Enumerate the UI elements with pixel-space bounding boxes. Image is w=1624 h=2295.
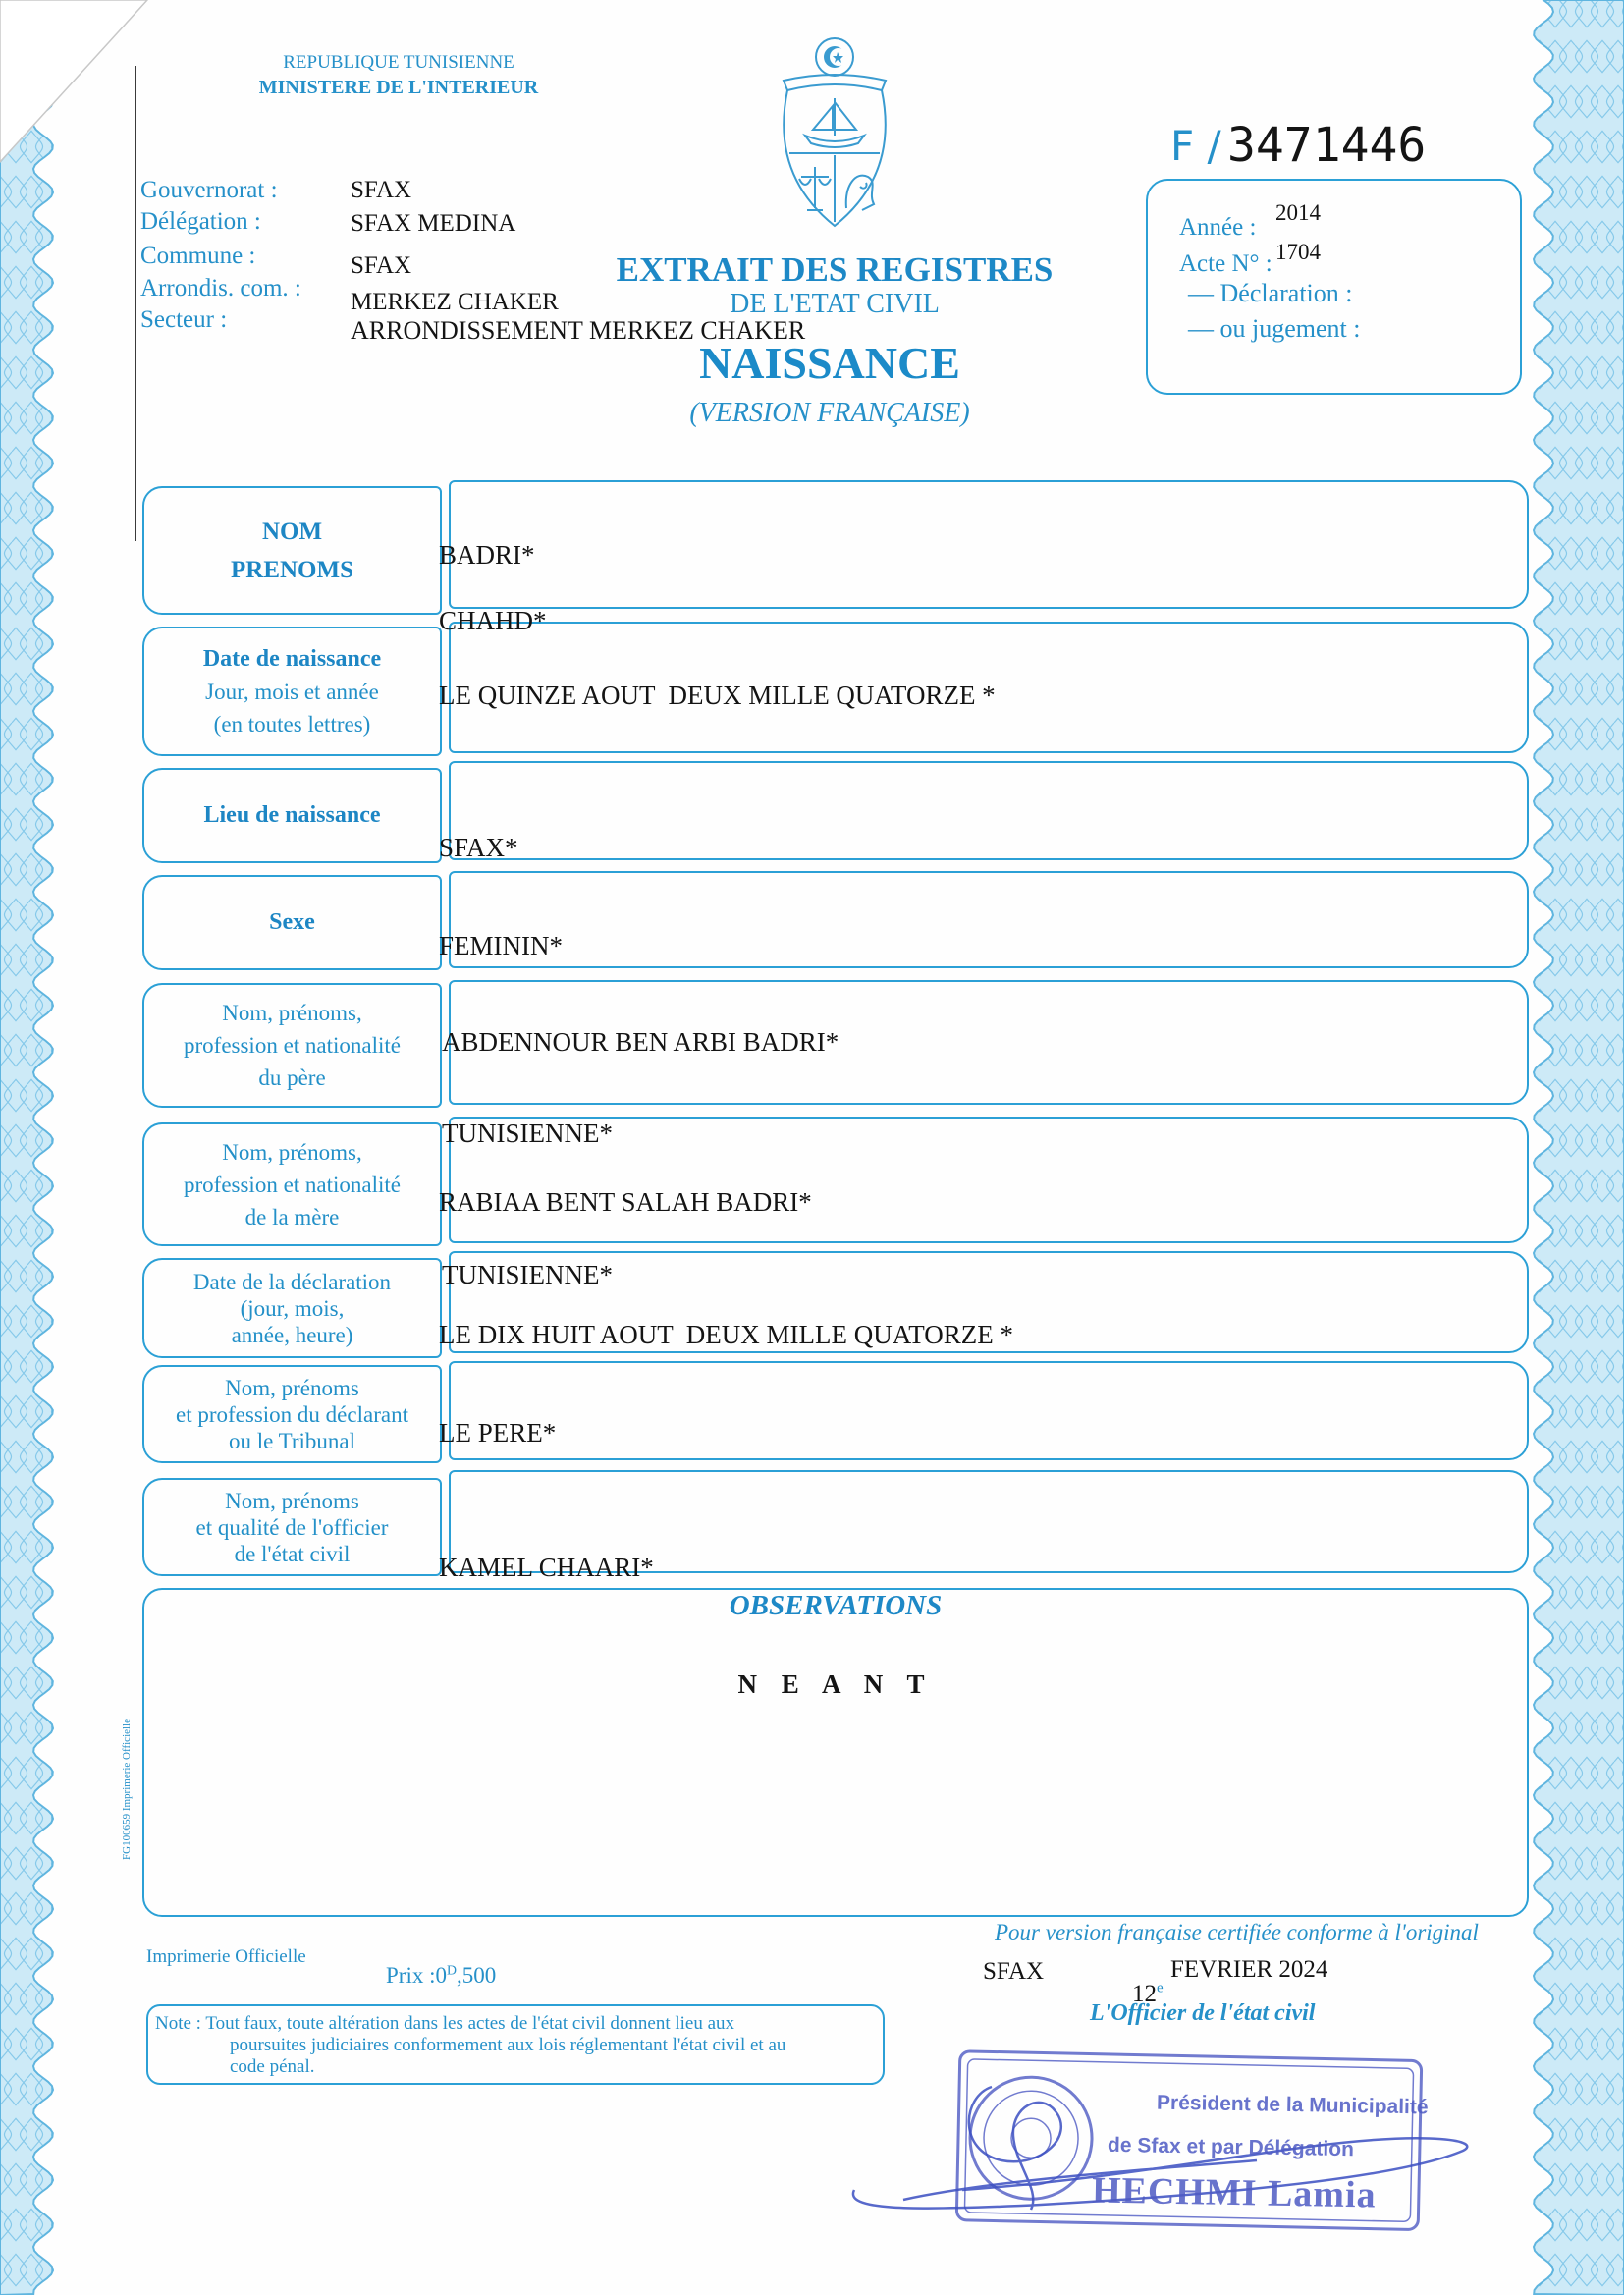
label-date-declaration	[142, 1258, 442, 1358]
label-line: Nom, prénoms	[225, 1488, 359, 1513]
label-date-naissance	[142, 627, 442, 756]
issue-month-year: FEVRIER 2024	[1170, 1956, 1328, 1983]
label-mere	[142, 1122, 442, 1246]
officer-title: L'Officier de l'état civil	[1090, 2000, 1316, 2026]
stamp-line-1: Président de la Municipalité	[1156, 2091, 1429, 2119]
value-box-declarant	[449, 1361, 1529, 1460]
gouvernorat-value: SFAX	[351, 177, 412, 203]
version-label: (VERSION FRANÇAISE)	[689, 398, 970, 428]
label-line: Date de la déclaration	[192, 1269, 392, 1294]
label-sexe	[142, 875, 442, 970]
stamp-officer-name: HECHMI Lamia	[1091, 2169, 1377, 2216]
value-date-declaration: LE DIX HUIT AOUT DEUX MILLE QUATORZE *	[439, 1320, 1013, 1349]
issue-place: SFAX	[983, 1958, 1045, 1985]
act-type: NAISSANCE	[699, 338, 960, 388]
issue-day-suffix: e	[1157, 1980, 1164, 1996]
label-line: Lieu de naissance	[203, 802, 381, 828]
label-line: et qualité de l'officier	[195, 1514, 389, 1540]
year-value: 2014	[1275, 200, 1321, 225]
year-label: Année :	[1179, 214, 1257, 241]
printer-name: Imprimerie Officielle	[146, 1946, 306, 1967]
ministry-heading: MINISTERE DE L'INTERIEUR	[258, 77, 539, 98]
price	[363, 1941, 496, 2009]
note-line-3: code pénal.	[230, 2056, 315, 2077]
value-box-nom-prenoms	[449, 480, 1529, 609]
commune-label: Commune :	[140, 243, 256, 269]
left-border-pattern	[0, 0, 53, 2295]
observations-title: OBSERVATIONS	[729, 1590, 943, 1621]
value-pere-nationalite: TUNISIENNE*	[442, 1119, 613, 1148]
label-line: profession et nationalité	[184, 1033, 401, 1058]
value-mere-nom: RABIAA BENT SALAH BADRI*	[439, 1187, 812, 1217]
delegation-label: Délégation :	[140, 208, 261, 235]
stamp-line-2: de Sfax et par Délégation	[1107, 2133, 1355, 2161]
observations-box	[142, 1588, 1529, 1917]
label-officier	[142, 1478, 442, 1576]
delegation-value: SFAX MEDINA	[351, 210, 516, 237]
document-subtitle: DE L'ETAT CIVIL	[730, 289, 940, 319]
label-line: ou le Tribunal	[228, 1428, 356, 1453]
label-lieu-naissance	[142, 768, 442, 863]
label-line: Nom, prénoms	[225, 1375, 359, 1400]
observations-text: N E A N T	[737, 1669, 934, 1699]
note-line-1: Note : Tout faux, toute altération dans les actes de l'état civil donnent lieu aux	[155, 2013, 735, 2034]
right-border-pattern	[1534, 0, 1624, 2295]
value-sexe: FEMININ*	[439, 931, 563, 960]
folded-corner	[0, 0, 147, 162]
label-line: Date de naissance	[202, 645, 382, 672]
judgement-label: — ou jugement :	[1188, 314, 1361, 343]
value-officier: KAMEL CHAARI*	[439, 1553, 654, 1582]
document-title: EXTRAIT DES REGISTRES	[616, 250, 1054, 289]
secteur-label: Secteur :	[140, 306, 228, 333]
label-line: profession et nationalité	[184, 1172, 401, 1197]
commune-value: SFAX	[351, 252, 412, 279]
label-pere	[142, 983, 442, 1108]
label-line: de l'état civil	[234, 1541, 351, 1566]
gouvernorat-label: Gouvernorat :	[140, 177, 278, 203]
value-nom: BADRI*	[439, 540, 535, 570]
serial-prefix: F /	[1170, 122, 1221, 170]
label-line: du père	[258, 1066, 326, 1090]
issue-day-number: 12	[1132, 1981, 1157, 2007]
label-line: Nom, prénoms,	[222, 1139, 362, 1165]
side-printer-code: FG100659 Imprimerie Officielle	[121, 1719, 133, 1860]
value-box-lieu-naissance	[449, 761, 1529, 860]
price-currency: D	[446, 1962, 457, 1978]
label-line: PRENOMS	[231, 556, 353, 583]
coat-of-arms-icon	[766, 29, 903, 236]
price-suffix: ,500	[456, 1963, 497, 1988]
margin-line	[135, 66, 136, 541]
secteur-value: ARRONDISSEMENT MERKEZ CHAKER	[351, 316, 806, 345]
label-nom-prenoms	[142, 486, 442, 615]
label-line: Nom, prénoms,	[222, 1001, 362, 1025]
value-prenoms: CHAHD*	[439, 606, 547, 635]
note-line-2: poursuites judiciaires conformement aux lois réglementant l'état civil et au	[230, 2035, 786, 2055]
act-label: Acte N° :	[1179, 250, 1272, 277]
label-line: Jour, mois et année	[205, 679, 379, 704]
label-line: (jour, mois,	[240, 1295, 345, 1321]
certification-text: Pour version française certifiée conforme à l'original	[995, 1920, 1479, 1944]
declaration-label: — Déclaration :	[1188, 279, 1353, 307]
arrondissement-label: Arrondis. com. :	[140, 275, 301, 301]
label-line: et profession du déclarant	[176, 1401, 408, 1427]
republic-heading: REPUBLIQUE TUNISIENNE	[283, 52, 514, 73]
label-line: (en toutes lettres)	[213, 711, 371, 737]
value-pere-nom: ABDENNOUR BEN ARBI BADRI*	[442, 1027, 839, 1057]
act-value: 1704	[1275, 240, 1321, 264]
value-mere-nationalite: TUNISIENNE*	[442, 1260, 613, 1289]
label-line: année, heure)	[231, 1322, 353, 1347]
label-line: Sexe	[269, 909, 315, 935]
price-prefix: Prix :0	[386, 1963, 447, 1988]
label-line: NOM	[261, 518, 323, 545]
round-seal-icon	[969, 2076, 1094, 2201]
arrondissement-value: MERKEZ CHAKER	[351, 289, 559, 315]
value-lieu-naissance: SFAX*	[439, 833, 518, 862]
value-date-naissance: LE QUINZE AOUT DEUX MILLE QUATORZE *	[439, 681, 996, 710]
value-declarant: LE PERE*	[439, 1418, 557, 1448]
label-declarant	[142, 1365, 442, 1463]
value-box-sexe	[449, 871, 1529, 968]
serial-number: 3471446	[1227, 118, 1427, 173]
label-line: de la mère	[244, 1204, 340, 1229]
